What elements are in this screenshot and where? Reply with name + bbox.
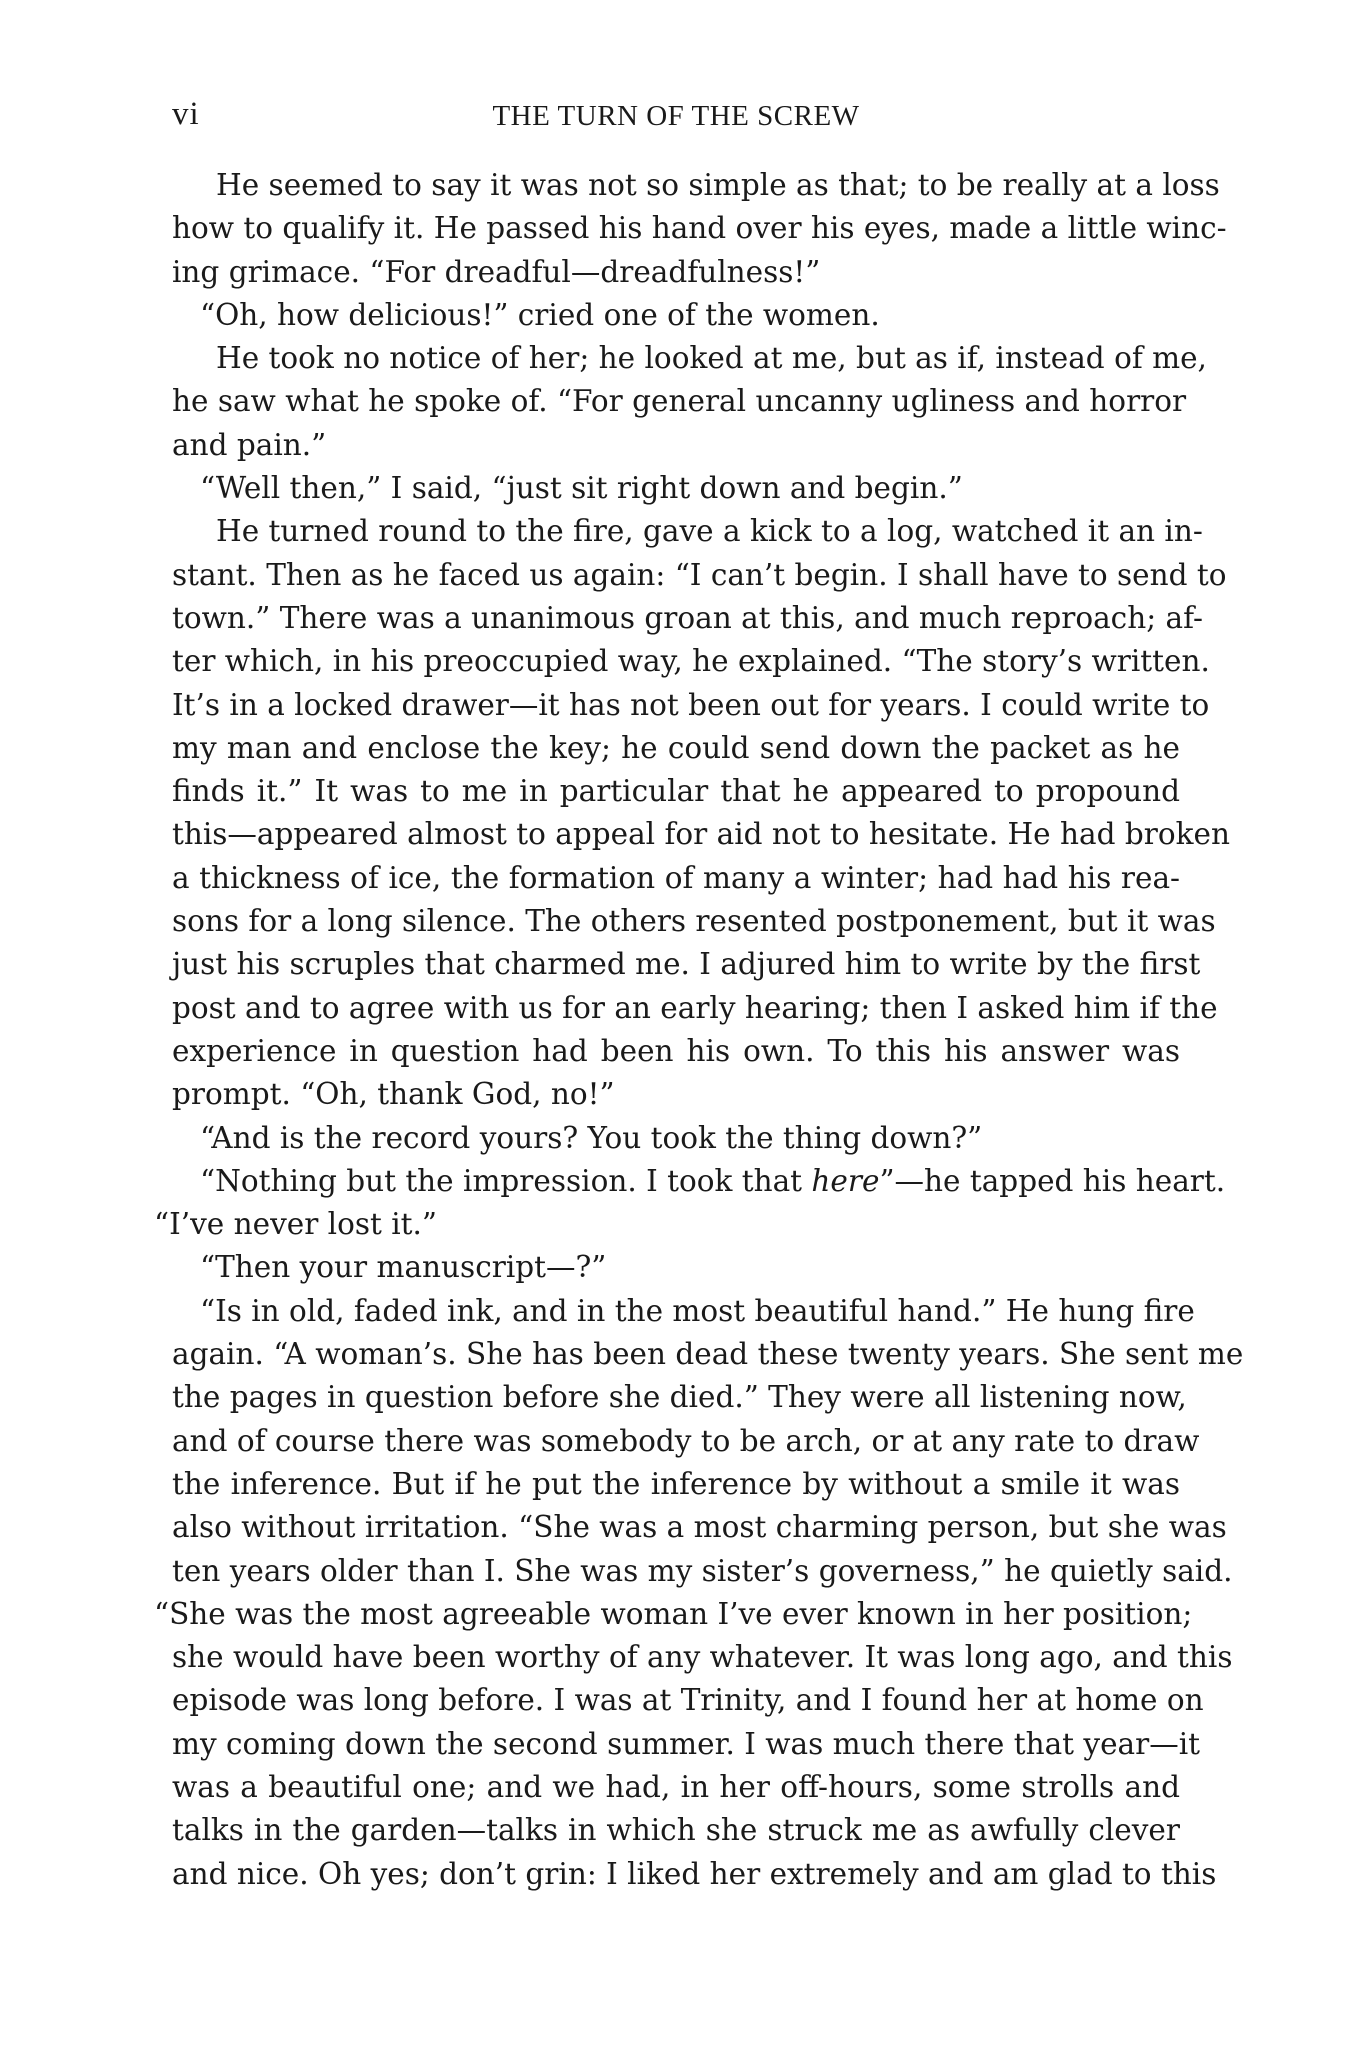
text-line: experience in question had been his own. To this his answer was	[172, 1033, 1180, 1068]
text-line: town.” There was a unanimous groan at this, and much reproach; af-	[172, 600, 1203, 635]
text-line: a thickness of ice, the formation of many a winter; had had his rea-	[172, 860, 1180, 895]
text-line: she would have been worthy of any whatever. It was long ago, and this	[172, 1640, 1233, 1675]
text-line: my man and enclose the key; he could send down the packet as he	[172, 730, 1180, 765]
text-line: finds it.” It was to me in particular that he appeared to propound	[172, 774, 1180, 809]
text-line	[172, 1160, 1226, 1203]
text-line: He took no notice of her; he looked at me, but as if, instead of me,	[216, 341, 1207, 376]
text-line: He seemed to say it was not so simple as that; to be really at a loss	[216, 168, 1220, 202]
page-number: vi	[172, 96, 200, 132]
text-line: “And is the record yours? You took the thing down?”	[200, 1120, 983, 1155]
text-segment: “Nothing but the impression. I took that	[200, 1163, 812, 1198]
text-line: “Oh, how delicious!” cried one of the women.	[200, 297, 880, 332]
text-segment: ”—he tapped his heart.	[879, 1163, 1226, 1198]
text-line: talks in the garden—talks in which she struck me as awfully clever	[172, 1813, 1180, 1848]
text-line: ter which, in his preoccupied way, he explained. “The story’s written.	[172, 644, 1210, 679]
text-line: stant. Then as he faced us again: “I can’t begin. I shall have to send to	[172, 557, 1227, 592]
text-line: It’s in a locked drawer—it has not been out for years. I could write to	[172, 687, 1210, 722]
text-block	[154, 164, 1244, 1896]
text-line: He turned round to the fire, gave a kick to a log, watched it an in-	[216, 514, 1203, 549]
text-line: and pain.”	[172, 427, 327, 462]
text-line: “Then your manuscript—?”	[200, 1250, 607, 1285]
text-line: “Well then,” I said, “just sit right down and begin.”	[200, 471, 963, 506]
text-line: ten years older than I. She was my sister’s governess,” he quietly said.	[172, 1553, 1233, 1588]
text-line: “Is in old, faded ink, and in the most beautiful hand.” He hung fire	[200, 1293, 1195, 1328]
italic-word: here	[811, 1163, 880, 1198]
running-title: THE TURN OF THE SCREW	[492, 100, 860, 132]
text-line: the pages in question before she died.” They were all listening now,	[172, 1380, 1187, 1415]
text-line: just his scruples that charmed me. I adjured him to write by the first	[172, 947, 1201, 982]
text-line: and of course there was somebody to be arch, or at any rate to draw	[172, 1423, 1200, 1458]
text-line: was a beautiful one; and we had, in her off-hours, some strolls and	[172, 1769, 1180, 1804]
text-line: my coming down the second summer. I was much there that year—it	[172, 1726, 1201, 1761]
text-line: and nice. Oh yes; don’t grin: I liked her extremely and am glad to this	[172, 1856, 1217, 1891]
text-line: sons for a long silence. The others resented postponement, but it was	[172, 904, 1216, 939]
text-line: ing grimace. “For dreadful—dreadfulness!”	[172, 254, 821, 289]
text-line: this—appeared almost to appeal for aid not to hesitate. He had broken	[172, 817, 1230, 852]
text-line: post and to agree with us for an early hearing; then I asked him if the	[172, 990, 1218, 1025]
text-line: the inference. But if he put the inference by without a smile it was	[172, 1466, 1180, 1501]
text-line: how to qualify it. He passed his hand over his eyes, made a little winc-	[172, 211, 1227, 246]
text-line: he saw what he spoke of. “For general uncanny ugliness and horror	[172, 384, 1187, 419]
text-line: prompt. “Oh, thank God, no!”	[172, 1077, 615, 1112]
running-head	[172, 96, 1180, 136]
text-line: also without irritation. “She was a most charming person, but she was	[172, 1510, 1227, 1545]
text-line: “She was the most agreeable woman I’ve ever known in her position;	[154, 1596, 1193, 1631]
text-line: again. “A woman’s. She has been dead these twenty years. She sent me	[172, 1337, 1244, 1372]
text-line: “I’ve never lost it.”	[154, 1207, 437, 1242]
text-line: episode was long before. I was at Trinity, and I found her at home on	[172, 1683, 1204, 1718]
